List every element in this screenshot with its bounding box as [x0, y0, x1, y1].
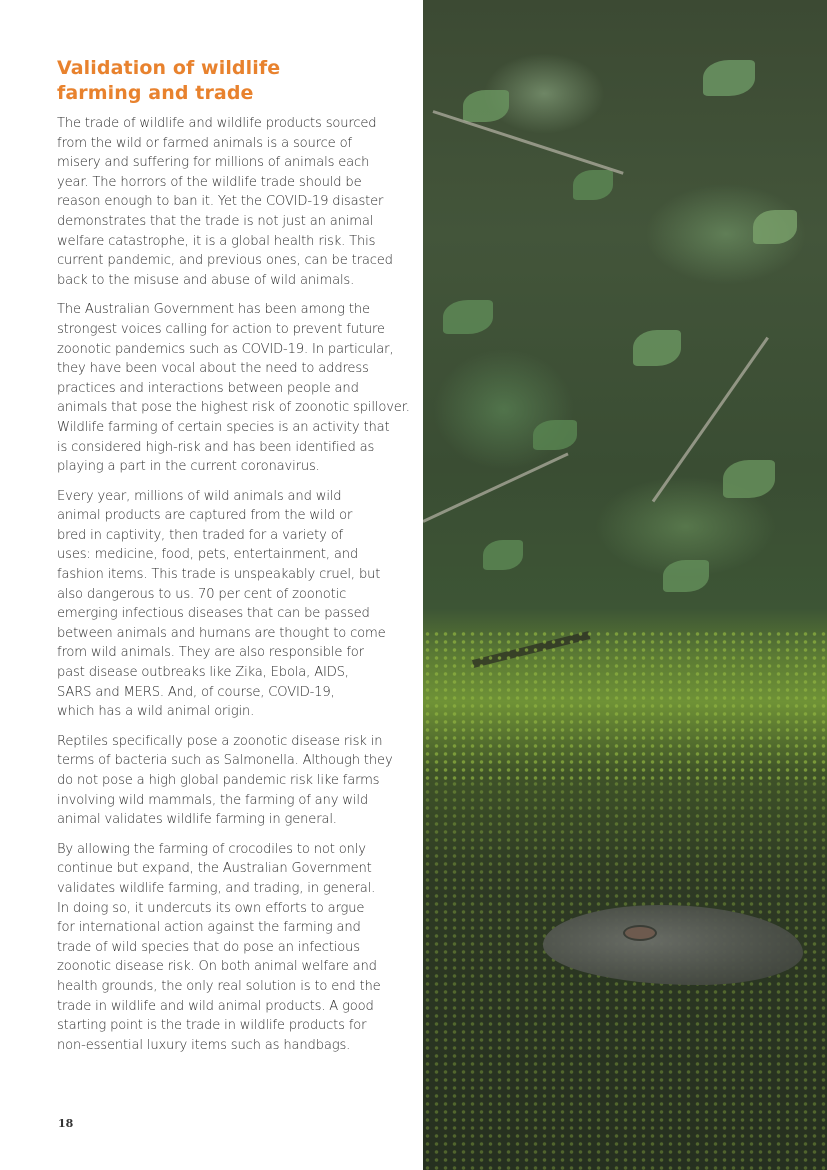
page-number: 18	[58, 1117, 74, 1130]
text-line: back to the misuse and abuse of wild animals.	[57, 272, 355, 288]
leaf-shape	[533, 420, 577, 450]
text-line: do not pose a high global pandemic risk like farms	[57, 773, 380, 788]
text-line: SARS and MERS. And, of course, COVID-19,	[57, 684, 335, 700]
branch-shape	[433, 110, 624, 175]
text-line: health grounds, the only real solution is to end the	[57, 978, 381, 994]
paragraph-5	[57, 840, 392, 1056]
text-line: misery and suffering for millions of animals each	[57, 155, 370, 171]
leaf-shape	[573, 170, 613, 200]
paragraph-4	[57, 732, 392, 830]
paragraph-1	[57, 114, 392, 290]
crocodile-in-swamp-photo	[423, 0, 827, 1170]
text-line: By allowing the farming of crocodiles to not only	[57, 841, 366, 857]
text-line: non-essential luxury items such as handbags.	[57, 1037, 351, 1053]
leaf-shape	[723, 460, 775, 498]
text-line: Every year, millions of wild animals and wild	[57, 488, 342, 504]
text-line: Reptiles specifically pose a zoonotic disease risk in	[57, 733, 383, 749]
leaf-shape	[483, 540, 523, 570]
text-line: trade of wild species that do pose an infectious	[57, 939, 360, 955]
text-line: practices and interactions between people and	[57, 380, 359, 396]
text-line: strongest voices calling for action to prevent future	[57, 321, 385, 337]
duckweed-texture	[423, 630, 827, 780]
text-line: zoonotic pandemics such as COVID-19. In particular,	[57, 341, 394, 357]
leaf-shape	[443, 300, 493, 334]
text-line: is considered high-risk and has been identified as	[57, 439, 375, 455]
text-line: welfare catastrophe, it is a global health risk. This	[57, 233, 376, 249]
text-line: year. The horrors of the wildlife trade should be	[57, 174, 362, 190]
text-line: The trade of wildlife and wildlife products sourced	[57, 116, 377, 131]
text-line: also dangerous to us. 70 per cent of zoonotic	[57, 586, 347, 602]
text-line: Wildlife farming of certain species is an activity that	[57, 419, 390, 435]
text-line: from the wild or farmed animals is a source of	[57, 135, 352, 151]
text-line: bred in captivity, then traded for a variety of	[57, 527, 344, 543]
text-line: uses: medicine, food, pets, entertainment, and	[57, 547, 359, 563]
text-line: from wild animals. They are also responsible for	[57, 645, 364, 661]
text-line: animal validates wildlife farming in general.	[57, 812, 337, 828]
text-line: The Australian Government has been among the	[57, 302, 370, 318]
text-line: continue but expand, the Australian Government	[57, 861, 372, 877]
text-line: playing a part in the current coronavirus.	[57, 459, 320, 475]
paragraph-2	[57, 300, 410, 476]
text-line: past disease outbreaks like Zika, Ebola, AIDS,	[57, 665, 349, 681]
text-line: which has a wild animal origin.	[57, 704, 255, 720]
title-line: farming and trade	[57, 82, 254, 104]
text-line: involving wild mammals, the farming of any wild	[57, 792, 369, 808]
leaf-shape	[633, 330, 681, 366]
text-line: validates wildlife farming, and trading, in general.	[57, 880, 376, 896]
text-line: fashion items. This trade is unspeakably cruel, but	[57, 567, 381, 583]
text-line: animals that pose the highest risk of zoonotic spillover.	[57, 400, 410, 416]
text-line: In doing so, it undercuts its own efforts to argue	[57, 900, 365, 916]
text-line: animal products are captured from the wild or	[57, 508, 353, 524]
text-line: reason enough to ban it. Yet the COVID-19 disaster	[57, 194, 384, 210]
text-line: terms of bacteria such as Salmonella. Although they	[57, 753, 393, 769]
leaf-shape	[663, 560, 709, 592]
text-line: current pandemic, and previous ones, can be traced	[57, 253, 393, 269]
text-line: starting point is the trade in wildlife products for	[57, 1018, 367, 1034]
text-line: they have been vocal about the need to address	[57, 361, 369, 377]
leaf-shape	[703, 60, 755, 96]
article-column	[57, 56, 410, 1065]
branch-shape	[423, 453, 569, 523]
text-line: emerging infectious diseases that can be passed	[57, 606, 370, 622]
text-line: for international action against the farming and	[57, 920, 361, 936]
paragraph-3	[57, 487, 392, 722]
leaf-shape	[753, 210, 797, 244]
text-line: zoonotic disease risk. On both animal welfare and	[57, 959, 377, 975]
title-line: Validation of wildlife	[57, 57, 281, 79]
crocodile-eye-shape	[623, 925, 657, 941]
text-line: demonstrates that the trade is not just an animal	[57, 213, 374, 229]
text-line: trade in wildlife and wild animal products. A good	[57, 998, 374, 1014]
leaf-shape	[463, 90, 509, 122]
article-title	[57, 56, 392, 106]
text-line: between animals and humans are thought to come	[57, 625, 386, 641]
